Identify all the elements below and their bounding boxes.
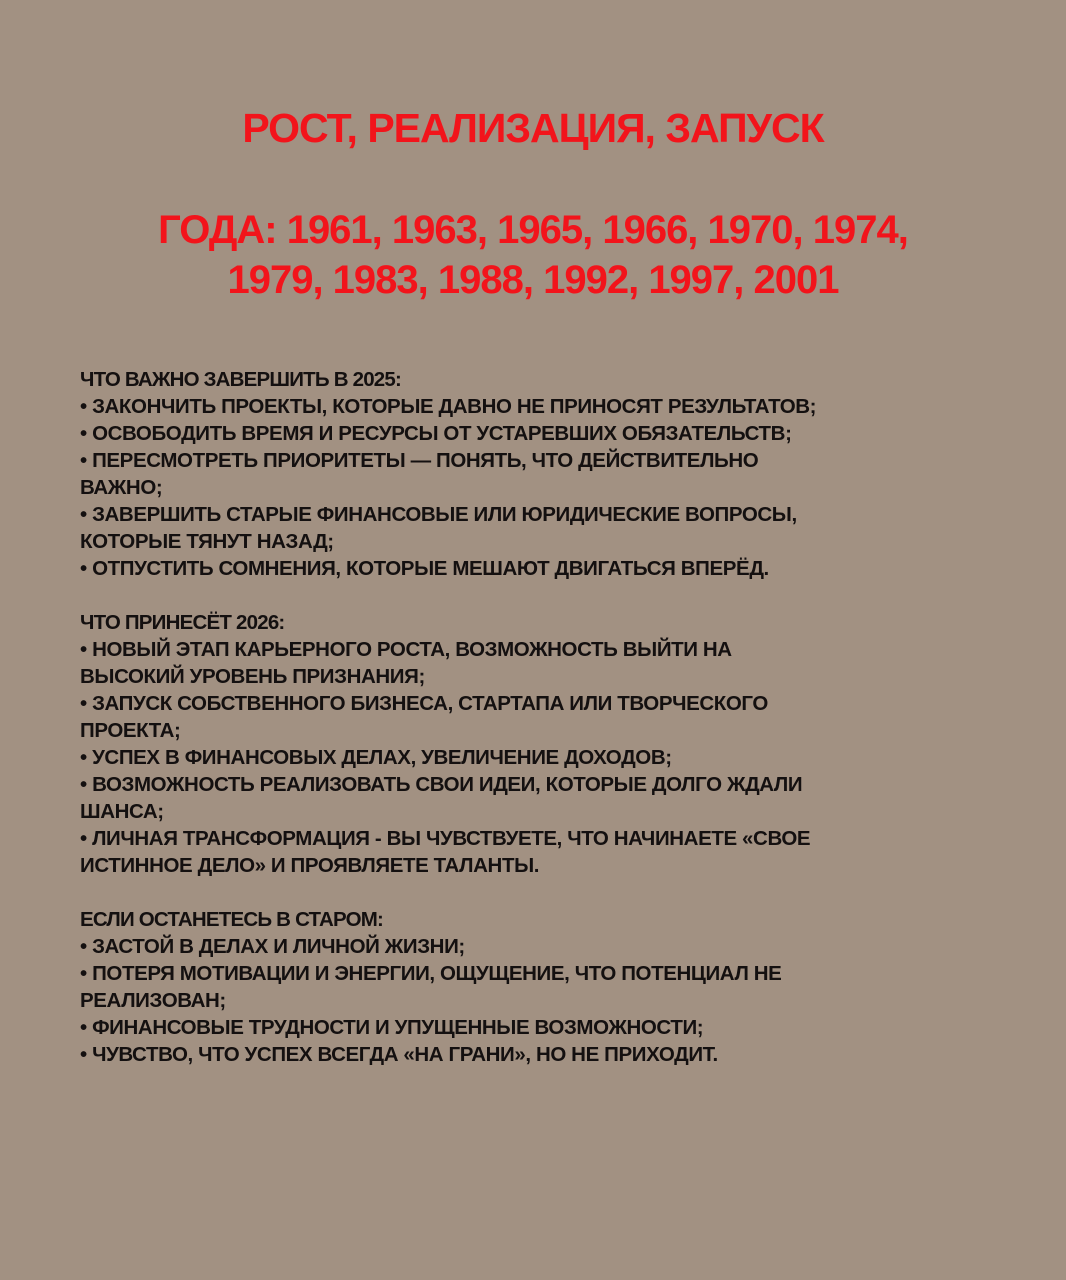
list-item: • ФИНАНСОВЫЕ ТРУДНОСТИ И УПУЩЕННЫЕ ВОЗМОЖНОСТИ; <box>80 1016 704 1039</box>
list-item: • ОСВОБОДИТЬ ВРЕМЯ И РЕСУРСЫ ОТ УСТАРЕВШИХ ОБЯЗАТЕЛЬСТВ; <box>80 422 792 445</box>
list-item: • УСПЕХ В ФИНАНСОВЫХ ДЕЛАХ, УВЕЛИЧЕНИЕ ДОХОДОВ; <box>80 746 672 769</box>
section-title: ЧТО ПРИНЕСЁТ 2026: <box>80 611 285 634</box>
section-title: ЧТО ВАЖНО ЗАВЕРШИТЬ В 2025: <box>80 368 402 391</box>
list-item: • ПОТЕРЯ МОТИВАЦИИ И ЭНЕРГИИ, ОЩУЩЕНИЕ, ЧТО ПОТЕНЦИАЛ НЕ РЕАЛИЗОВАН; <box>80 962 782 1012</box>
content-body <box>80 366 840 1095</box>
list-item: • ЗАСТОЙ В ДЕЛАХ И ЛИЧНОЙ ЖИЗНИ; <box>80 935 465 958</box>
list-item: • ЗАКОНЧИТЬ ПРОЕКТЫ, КОТОРЫЕ ДАВНО НЕ ПРИНОСЯТ РЕЗУЛЬТАТОВ; <box>80 395 817 418</box>
section-brings-2026 <box>80 609 840 879</box>
list-item: • ЗАПУСК СОБСТВЕННОГО БИЗНЕСА, СТАРТАПА ИЛИ ТВОРЧЕСКОГО ПРОЕКТА; <box>80 692 768 742</box>
years-line: 1979, 1983, 1988, 1992, 1997, 2001 <box>227 258 839 302</box>
section-title: ЕСЛИ ОСТАНЕТЕСЬ В СТАРОМ: <box>80 908 384 931</box>
list-item: • ВОЗМОЖНОСТЬ РЕАЛИЗОВАТЬ СВОИ ИДЕИ, КОТОРЫЕ ДОЛГО ЖДАЛИ ШАНСА; <box>80 773 803 823</box>
section-stay-old <box>80 906 840 1068</box>
list-item: • ОТПУСТИТЬ СОМНЕНИЯ, КОТОРЫЕ МЕШАЮТ ДВИГАТЬСЯ ВПЕРЁД. <box>80 557 769 580</box>
list-item: • ПЕРЕСМОТРЕТЬ ПРИОРИТЕТЫ — ПОНЯТЬ, ЧТО ДЕЙСТВИТЕЛЬНО ВАЖНО; <box>80 449 759 499</box>
list-item: • НОВЫЙ ЭТАП КАРЬЕРНОГО РОСТА, ВОЗМОЖНОСТЬ ВЫЙТИ НА ВЫСОКИЙ УРОВЕНЬ ПРИЗНАНИЯ; <box>80 638 732 688</box>
page-title: РОСТ, РЕАЛИЗАЦИЯ, ЗАПУСК <box>242 105 824 151</box>
section-finish-2025 <box>80 366 840 582</box>
years-line: ГОДА: 1961, 1963, 1965, 1966, 1970, 1974, <box>158 208 908 252</box>
list-item: • ЛИЧНАЯ ТРАНСФОРМАЦИЯ - ВЫ ЧУВСТВУЕТЕ, ЧТО НАЧИНАЕТЕ «СВОЕ ИСТИННОЕ ДЕЛО» И ПРОЯВЛЯЕТЕ ТАЛАНТЫ. <box>80 827 811 877</box>
years-block <box>0 205 1066 305</box>
list-item: • ЧУВСТВО, ЧТО УСПЕХ ВСЕГДА «НА ГРАНИ», НО НЕ ПРИХОДИТ. <box>80 1043 718 1066</box>
list-item: • ЗАВЕРШИТЬ СТАРЫЕ ФИНАНСОВЫЕ ИЛИ ЮРИДИЧЕСКИЕ ВОПРОСЫ, КОТОРЫЕ ТЯНУТ НАЗАД; <box>80 503 797 553</box>
